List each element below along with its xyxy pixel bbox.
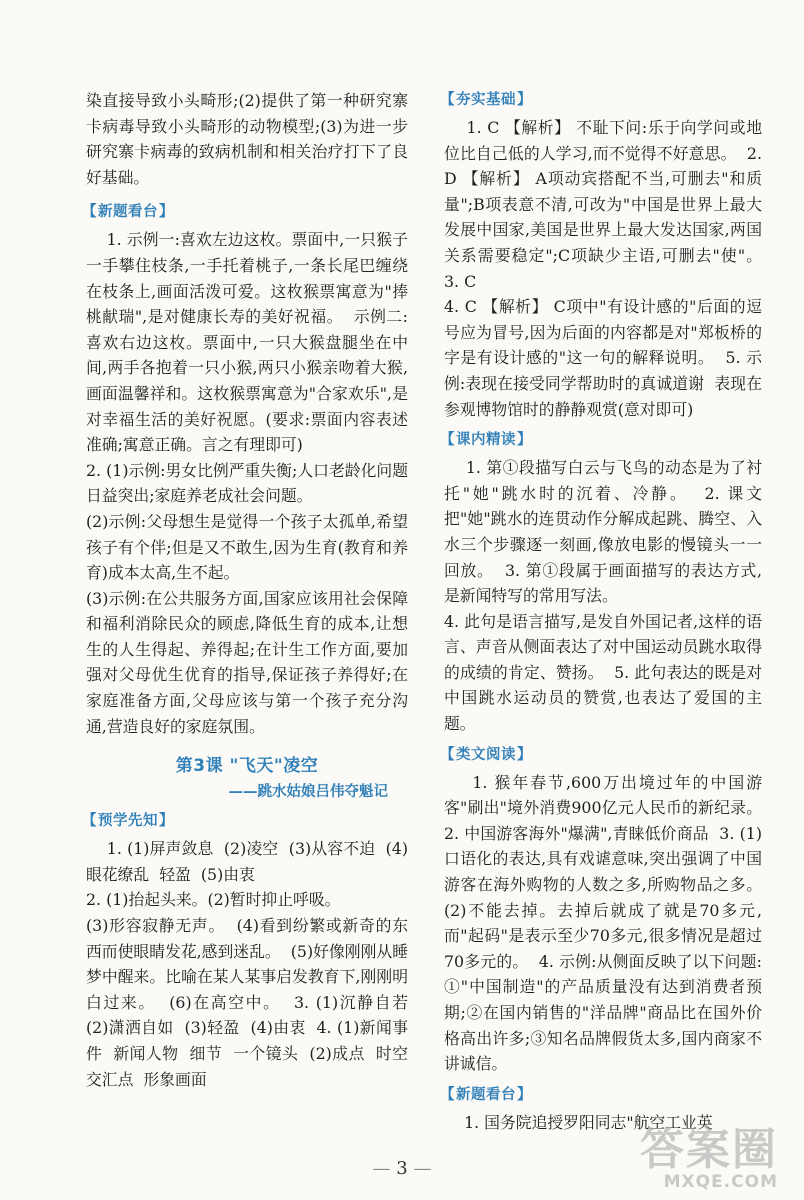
lesson-subtitle: ——跳水姑娘吕伟夺魁记 [228, 784, 388, 801]
lesson-title: 第3课 "飞天"凌空 [175, 756, 319, 777]
left-column [86, 88, 419, 1092]
section-heading-consolidate: 【 夯实基础 】 [440, 88, 532, 109]
answer-paragraph: (3)形容寂静无声。 (4)看到纷繁或新奇的东西而使眼睛发花,感到迷乱。 (5)好像刚刚从睡梦中醒来。比喻在某人某事启发教育下,刚刚明白过来。 (6)在高空中。 3. (1)沉静自若 (2)潇洒自如 (3)轻盈 (4)由衷 4. (1)新闻事件 新闻人物 细节 一个镜头 (2)成点 时空交汇点 形象画面 [86, 916, 419, 1089]
intro-paragraph: 染直接导致小头畸形;(2)提供了第一种研究寨卡病毒导致小头畸形的动物模型;(3)为进一步研究寨卡病毒的致病机制和相关治疗打下了良好基础。 [86, 91, 408, 187]
right-column [444, 88, 773, 1135]
answer-paragraph: 1. 国务院追授罗阳同志"航空工业英 [444, 1112, 713, 1132]
answer-paragraph: 1. (1)屏声敛息 (2)凌空 (3)从容不迫 (4)眼花缭乱 轻盈 (5)由衷 [86, 839, 408, 884]
answer-paragraph: (2)示例:父母想生是觉得一个孩子太孤单,希望孩子有个伴;但是又不敢生,因为生育(教育和养育)成本太高,生不起。 [86, 511, 408, 583]
section-heading-new-topic-2: 【 新题看台 】 [440, 1083, 532, 1104]
answer-paragraph: 1. 第①段描写白云与飞鸟的动态是为了衬托"她"跳水时的沉着、冷静。 2. 课文把"她"跳水的连贯动作分解成起跳、腾空、入水三个步骤逐一刻画,像放电影的慢镜头一一回放。 3. 第①段属于画面描写的表达方式,是新闻特写的常用写法。 [444, 458, 763, 606]
section-heading-similar-reading: 【 类文阅读 】 [440, 743, 532, 764]
answer-paragraph: 1. 猴年春节,600万出境过年的中国游客"刷出"境外消费900亿元人民币的新纪录。 2. 中国游客海外"爆满",青睐低价商品 3. (1)口语化的表达,具有戏谑意味,突出强调了中国游客在海外购物的人数之多,所购物品之多。(2)不能去掉。去掉后就成了就是70多元,而"起码"是表示至少70多元,很多情况是超过70多元的。 4. 示例:从侧面反映了以下问题:①"中国制造"的产品质量没有达到消费者预期;②在国内销售的"洋品牌"商品比在国外价格高出许多;③知名品牌假货太多,国内商家不讲诚信。 [444, 772, 773, 1074]
watermark-url: MXQE.COM [663, 1172, 778, 1192]
answer-paragraph: 4. C 【解析】 C项中"有设计感的"后面的逗号应为冒号,因为后面的内容都是对"郑板桥的字是有设计感的"这一句的解释说明。 5. 示例:表现在接受同学帮助时的真诚道谢 表现在参观博物馆时的静静观赏(意对即可) [444, 297, 762, 419]
answer-paragraph: 1. C 【解析】 不耻下问:乐于向学问或地位比自己低的人学习,而不觉得不好意思。 2. D 【解析】 A项动宾搭配不当,可删去"和质量";B项表意不清,可改为"中国是世界上最大发展中国家,美国是世界上最大发达国家,两国关系需要稳定";C项缺少主语,可删去"使"。 3. C [444, 118, 773, 291]
answer-paragraph: 2. (1)抬起头来。(2)暂时抑止呼吸。 [86, 890, 341, 910]
answer-paragraph: 4. 此句是语言描写,是发自外国记者,这样的语言、声音从侧面表达了对中国运动员跳水取得的成绩的肯定、赞扬。 5. 此句表达的既是对中国跳水运动员的赞赏,也表达了爱国的主题。 [444, 611, 762, 734]
section-heading-new-topic: 【 新题看台 】 [82, 200, 174, 221]
section-heading-preview: 【 预学先知 】 [82, 809, 174, 830]
answer-paragraph: (3)示例:在公共服务方面,国家应该用社会保障和福利消除民众的顾虑,降低生育的成本,让想生的人生得起、养得起;在计生工作方面,要加强对父母优生优育的指导,保证孩子养得好;在家庭准备方面,父母应该与第一个孩子充分沟通,营造良好的家庭氛围。 [86, 588, 408, 736]
answer-paragraph: 1. 示例一:喜欢左边这枚。票面中,一只猴子一手攀住枝条,一手托着桃子,一条长尾巴缠绕在枝条上,画面活泼可爱。这枚猴票寓意为"捧桃献瑞",是对健康长寿的美好祝福。 示例二:喜欢右边这枚。票面中,一只大猴盘腿坐在中间,两手各抱着一只小猴,两只小猴亲吻着大猴,画面温馨祥和。这枚猴票寓意为"合家欢乐",是对幸福生活的美好祝愿。(要求:票面内容表述准确;寓意正确。言之有理即可) [86, 230, 408, 455]
page-number: — 3 — [0, 1158, 804, 1179]
watermark-text: 答案圈 [640, 1124, 778, 1175]
watermark-logo [640, 1124, 778, 1192]
section-heading-close-reading: 【 课内精读 】 [440, 428, 532, 449]
answer-paragraph: 2. (1)示例:男女比例严重失衡;人口老龄化问题日益突出;家庭养老成社会问题。 [86, 460, 408, 506]
